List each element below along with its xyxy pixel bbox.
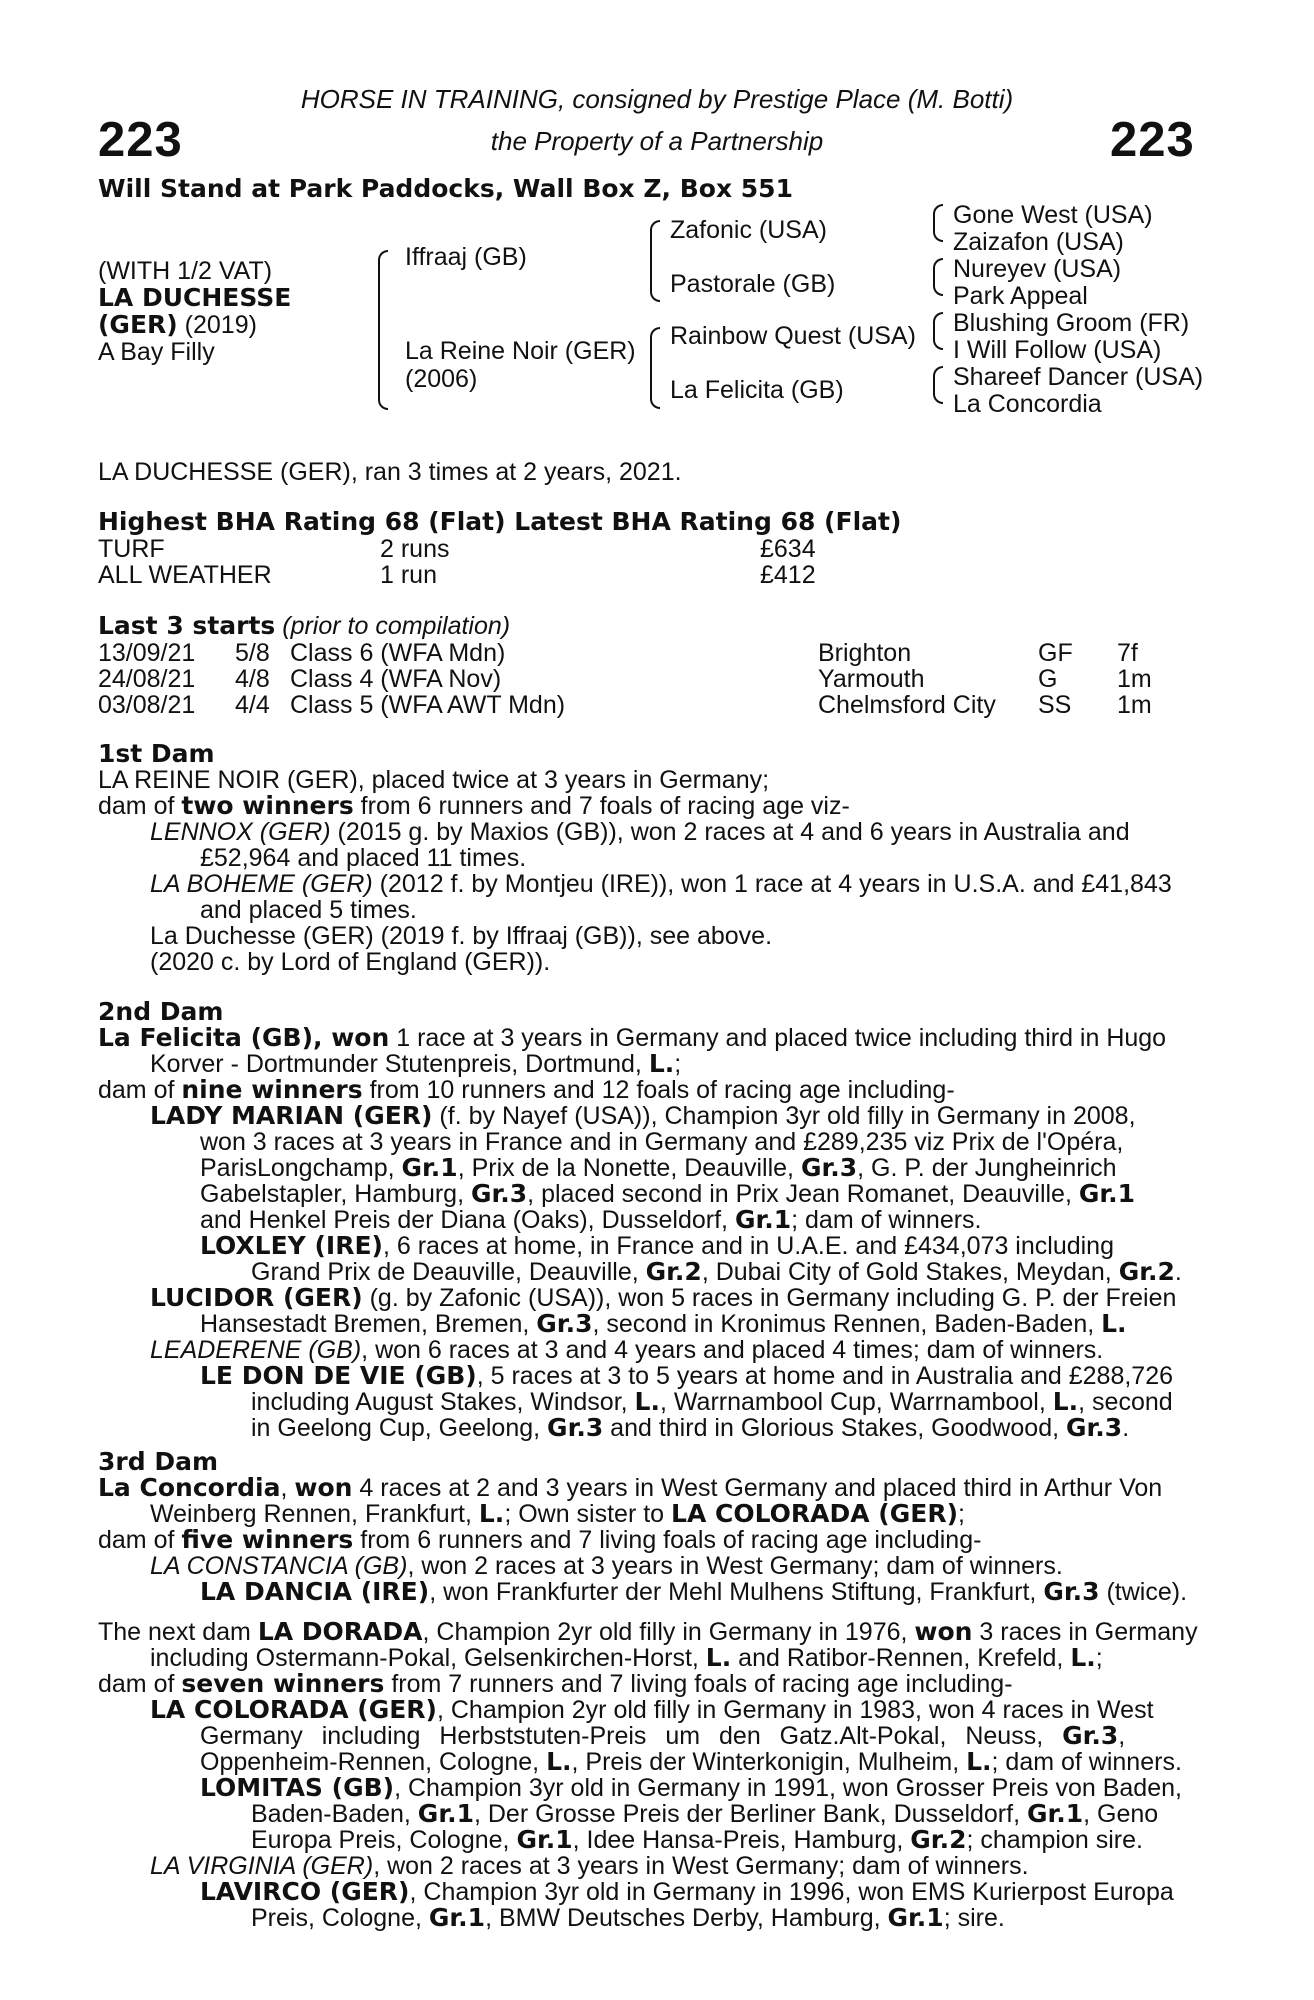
start-date: 24/08/21 [98,665,196,693]
sire: Iffraaj (GB) [405,243,527,271]
next-dam-line: Preis, Cologne, Gr.1, BMW Deutsches Derby, Hamburg, Gr.1; sire. [251,1903,1005,1932]
lot-number-right: 223 [1110,113,1195,167]
rating-prize-aw: £412 [760,561,816,589]
first-dam-line: La Duchesse (GER) (2019 f. by Iffraaj (GB)), see above. [150,922,773,950]
start-dist: 7f [1117,639,1138,667]
stand-location: Will Stand at Park Paddocks, Wall Box Z, Box 551 [98,174,793,203]
pedigree-brace-g4 [933,366,943,404]
horse-name: LA DUCHESSE [98,283,292,312]
pedigree-brace-main [378,250,388,410]
third-dam-line: LA DANCIA (IRE), won Frankfurter der Mehl Mulhens Stiftung, Frankfurt, Gr.3 (twice). [200,1577,1188,1606]
first-dam-line: and placed 5 times. [200,896,417,924]
next-dam-line: LAVIRCO (GER), Champion 3yr old in Germany in 1996, won EMS Kurierpost Europa [200,1877,1174,1906]
second-dam-line: Hansestadt Bremen, Bremen, Gr.3, second in Kronimus Rennen, Baden-Baden, L. [200,1309,1127,1338]
start-course: Brighton [818,639,912,667]
next-dam-line: LOMITAS (GB), Champion 3yr old in Germany in 1991, won Grosser Preis von Baden, [200,1773,1182,1802]
rating-runs-aw: 1 run [380,561,437,589]
gg-1: Gone West (USA) [953,201,1153,229]
third-dam-line: La Concordia, won 4 races at 2 and 3 years in West Germany and placed third in Arthur Von [98,1473,1163,1502]
next-dam-line: The next dam LA DORADA, Champion 2yr old filly in Germany in 1976, won 3 races in Germany [98,1617,1198,1646]
second-dam-line: ParisLongchamp, Gr.1, Prix de la Nonette, Deauville, Gr.3, G. P. der Jungheinrich [200,1153,1117,1182]
first-dam-line: dam of two winners from 6 runners and 7 foals of racing age viz- [98,791,850,820]
first-dam-line: £52,964 and placed 11 times. [200,844,527,872]
start-pos: 5/8 [235,639,270,667]
second-dam-line: in Geelong Cup, Geelong, Gr.3 and third in Glorious Stakes, Goodwood, Gr.3. [251,1413,1130,1442]
start-date: 13/09/21 [98,639,196,667]
gg-2: Zaizafon (USA) [953,228,1124,256]
pedigree-brace-g2 [933,258,943,296]
rating-surface-aw: ALL WEATHER [98,561,272,589]
rating-heading: Highest BHA Rating 68 (Flat) Latest BHA Rating 68 (Flat) [98,507,902,536]
horse-origin-year: (GER) (2019) [98,310,257,339]
first-dam-heading: 1st Dam [98,739,215,768]
first-dam-line: LA REINE NOIR (GER), placed twice at 3 years in Germany; [98,766,770,794]
second-dam-line: LUCIDOR (GER) (g. by Zafonic (USA)), won 5 races in Germany including G. P. der Freien [150,1283,1177,1312]
start-pos: 4/4 [235,691,270,719]
start-race: Class 4 (WFA Nov) [290,665,502,693]
second-dam-line: Korver - Dortmunder Stutenpreis, Dortmund, L.; [150,1049,682,1078]
third-dam-heading: 3rd Dam [98,1447,218,1476]
start-course: Chelmsford City [818,691,996,719]
gg-7: Shareef Dancer (USA) [953,363,1204,391]
lot-number-left: 223 [98,113,183,167]
first-dam-line: (2020 c. by Lord of England (GER)). [150,948,551,976]
second-dam-line: Gabelstapler, Hamburg, Gr.3, placed second in Prix Jean Romanet, Deauville, Gr.1 [200,1179,1136,1208]
start-dist: 1m [1117,691,1152,719]
next-dam-line: including Ostermann-Pokal, Gelsenkirchen-Horst, L. and Ratibor-Rennen, Krefeld, L.; [150,1643,1103,1672]
pedigree-brace-g3 [933,312,943,350]
next-dam-line: LA VIRGINIA (GER), won 2 races at 3 years in West Germany; dam of winners. [150,1852,1029,1880]
start-date: 03/08/21 [98,691,196,719]
gg-8: La Concordia [953,390,1102,418]
third-dam-line: dam of five winners from 6 runners and 7 living foals of racing age including- [98,1525,982,1554]
start-race: Class 5 (WFA AWT Mdn) [290,691,566,719]
second-dam-line: LEADERENE (GB), won 6 races at 3 and 4 years and placed 4 times; dam of winners. [150,1336,1104,1364]
last-starts-heading: Last 3 starts (prior to compilation) [98,611,511,640]
consignment-title: HORSE IN TRAINING, consigned by Prestige Place (M. Botti) [300,84,1014,114]
pedigree-brace-g1 [933,204,943,242]
gg-3: Nureyev (USA) [953,255,1122,283]
second-dam-heading: 2nd Dam [98,997,224,1026]
gg-5: Blushing Groom (FR) [953,309,1190,337]
second-dam-line: won 3 races at 3 years in France and in Germany and £289,235 viz Prix de l'Opéra, [200,1128,1124,1156]
dam-sire: Rainbow Quest (USA) [670,322,916,350]
second-dam-line: including August Stakes, Windsor, L., Warrnambool Cup, Warrnambool, L., second [251,1387,1173,1416]
horse-description: A Bay Filly [98,338,215,366]
sire-dam: Pastorale (GB) [670,270,836,298]
first-dam-line: LA BOHEME (GER) (2012 f. by Montjeu (IRE)), won 1 race at 4 years in U.S.A. and £41,843 [150,870,1172,898]
second-dam-line: La Felicita (GB), won 1 race at 3 years in Germany and placed twice including third in Hugo [98,1023,1167,1052]
start-going: GF [1038,639,1073,667]
gg-6: I Will Follow (USA) [953,336,1162,364]
second-dam-line: LE DON DE VIE (GB), 5 races at 3 to 5 years at home and in Australia and £288,726 [200,1361,1174,1390]
second-dam-line: dam of nine winners from 10 runners and 12 foals of racing age including- [98,1075,955,1104]
vat-note: (WITH 1/2 VAT) [98,257,273,285]
dam-year: (2006) [405,365,478,393]
next-dam-line: Oppenheim-Rennen, Cologne, L., Preis der Winterkonigin, Mulheim, L.; dam of winners. [200,1747,1182,1776]
race-summary: LA DUCHESSE (GER), ran 3 times at 2 years, 2021. [98,458,682,486]
pedigree-brace-sire [650,220,660,302]
next-dam-line: Germany including Herbststuten-Preis um den Gatz.Alt-Pokal, Neuss, Gr.3, [200,1721,1126,1750]
pedigree-brace-dam [650,327,660,409]
second-dam-line: Grand Prix de Deauville, Deauville, Gr.2, Dubai City of Gold Stakes, Meydan, Gr.2. [251,1257,1182,1286]
next-dam-line: dam of seven winners from 7 runners and 7 living foals of racing age including- [98,1669,1013,1698]
first-dam-line: LENNOX (GER) (2015 g. by Maxios (GB)), won 2 races at 4 and 6 years in Australia and [150,818,1130,846]
second-dam-line: LADY MARIAN (GER) (f. by Nayef (USA)), Champion 3yr old filly in Germany in 2008, [150,1101,1136,1130]
rating-runs-turf: 2 runs [380,535,450,563]
sire-sire: Zafonic (USA) [670,216,827,244]
next-dam-line: Europa Preis, Cologne, Gr.1, Idee Hansa-Preis, Hamburg, Gr.2; champion sire. [251,1825,1143,1854]
dam: La Reine Noir (GER) [405,337,636,365]
start-dist: 1m [1117,665,1152,693]
rating-surface-turf: TURF [98,535,165,563]
third-dam-line: LA CONSTANCIA (GB), won 2 races at 3 years in West Germany; dam of winners. [150,1552,1063,1580]
second-dam-line: LOXLEY (IRE), 6 races at home, in France and in U.A.E. and £434,073 including [200,1231,1114,1260]
start-pos: 4/8 [235,665,270,693]
third-dam-line: Weinberg Rennen, Frankfurt, L.; Own sister to LA COLORADA (GER); [150,1499,965,1528]
second-dam-line: and Henkel Preis der Diana (Oaks), Dusseldorf, Gr.1; dam of winners. [200,1205,982,1234]
property-line: the Property of a Partnership [490,126,824,156]
gg-4: Park Appeal [953,282,1088,310]
start-going: SS [1038,691,1072,719]
next-dam-line: Baden-Baden, Gr.1, Der Grosse Preis der Berliner Bank, Dusseldorf, Gr.1, Geno [251,1799,1159,1828]
start-race: Class 6 (WFA Mdn) [290,639,506,667]
next-dam-line: LA COLORADA (GER), Champion 2yr old filly in Germany in 1983, won 4 races in West [150,1695,1154,1724]
dam-dam: La Felicita (GB) [670,376,844,404]
rating-prize-turf: £634 [760,535,816,563]
start-course: Yarmouth [818,665,925,693]
start-going: G [1038,665,1058,693]
